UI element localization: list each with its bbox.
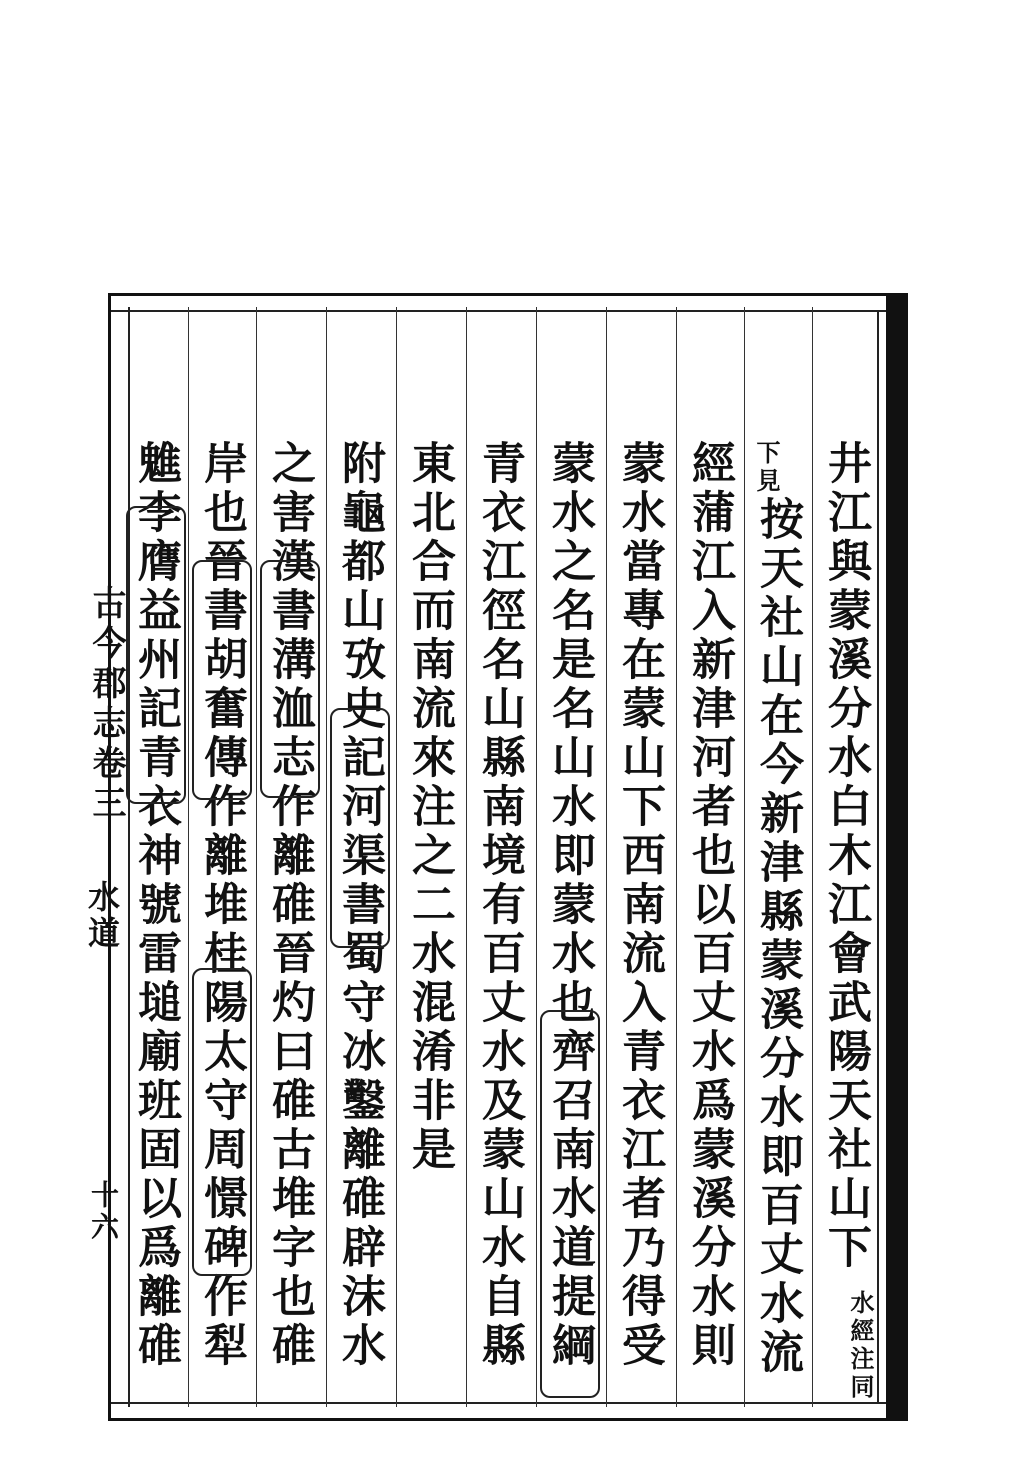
gutter-book-title-text: 古今郡志卷三	[86, 585, 126, 825]
column-text: 之害漢書溝洫志作離碓晉灼曰碓古堆字也碓	[264, 440, 315, 1371]
column-rule	[188, 307, 189, 1407]
column-text: 東北合而南流來注之二水混淆非是	[404, 440, 455, 1175]
text-column-1	[818, 440, 872, 1273]
column-text: 按天社山在今新津縣蒙溪分水即百丈水流	[752, 496, 803, 1378]
bottom-rule	[111, 1402, 905, 1404]
column-rule	[744, 307, 745, 1407]
title-bracket	[540, 1010, 600, 1398]
column-text: 魋李膺益州記青衣神號雷塠廟班固以爲離碓	[130, 440, 181, 1371]
right-rule	[877, 310, 879, 1404]
column-rule	[676, 307, 677, 1407]
text-column-6	[472, 440, 526, 1371]
gutter-book-title	[86, 585, 126, 829]
text-column-4	[612, 440, 666, 1371]
annotation-text: 水經注同	[846, 1290, 875, 1402]
annotation-column-2	[752, 440, 780, 500]
column-rule	[466, 307, 467, 1407]
annotation-column-1	[846, 1290, 874, 1406]
column-text: 附龜都山攷史記河渠書蜀守冰鑿離碓辟沫水	[334, 440, 385, 1371]
title-bracket	[260, 560, 320, 798]
gutter-page-number	[86, 1180, 120, 1248]
gutter-section-text: 水道	[83, 880, 121, 952]
top-rule	[111, 310, 905, 312]
column-text: 岸也晉書胡奮傳作離堆桂陽太守周憬碑作犁	[196, 440, 247, 1371]
title-bracket	[192, 968, 252, 1276]
text-column-2	[750, 496, 804, 1378]
column-text: 蒙水之名是名山水即蒙水也齊召南水道提綱	[544, 440, 595, 1371]
title-bracket	[192, 560, 252, 800]
text-column-3	[682, 440, 736, 1371]
text-column-7	[402, 440, 456, 1175]
column-rule	[396, 307, 397, 1407]
gutter-section	[84, 880, 120, 956]
column-rule	[256, 307, 257, 1407]
column-rule	[812, 307, 813, 1407]
column-text: 蒙水當專在蒙山下西南流入青衣江者乃得受	[614, 440, 665, 1371]
column-text: 青衣江徑名山縣南境有百丈水及蒙山水自縣	[474, 440, 525, 1371]
column-rule	[606, 307, 607, 1407]
column-rule	[536, 307, 537, 1407]
right-margin-edge	[886, 296, 908, 1418]
title-bracket	[126, 506, 186, 804]
title-bracket	[330, 708, 390, 948]
annotation-text: 下見	[752, 440, 781, 496]
column-text: 井江與蒙溪分水白木江會武陽天社山下	[820, 440, 871, 1273]
column-rule	[326, 307, 327, 1407]
gutter-page-number-text: 十六	[87, 1180, 120, 1244]
column-text: 經蒲江入新津河者也以百丈水爲蒙溪分水則	[684, 440, 735, 1371]
